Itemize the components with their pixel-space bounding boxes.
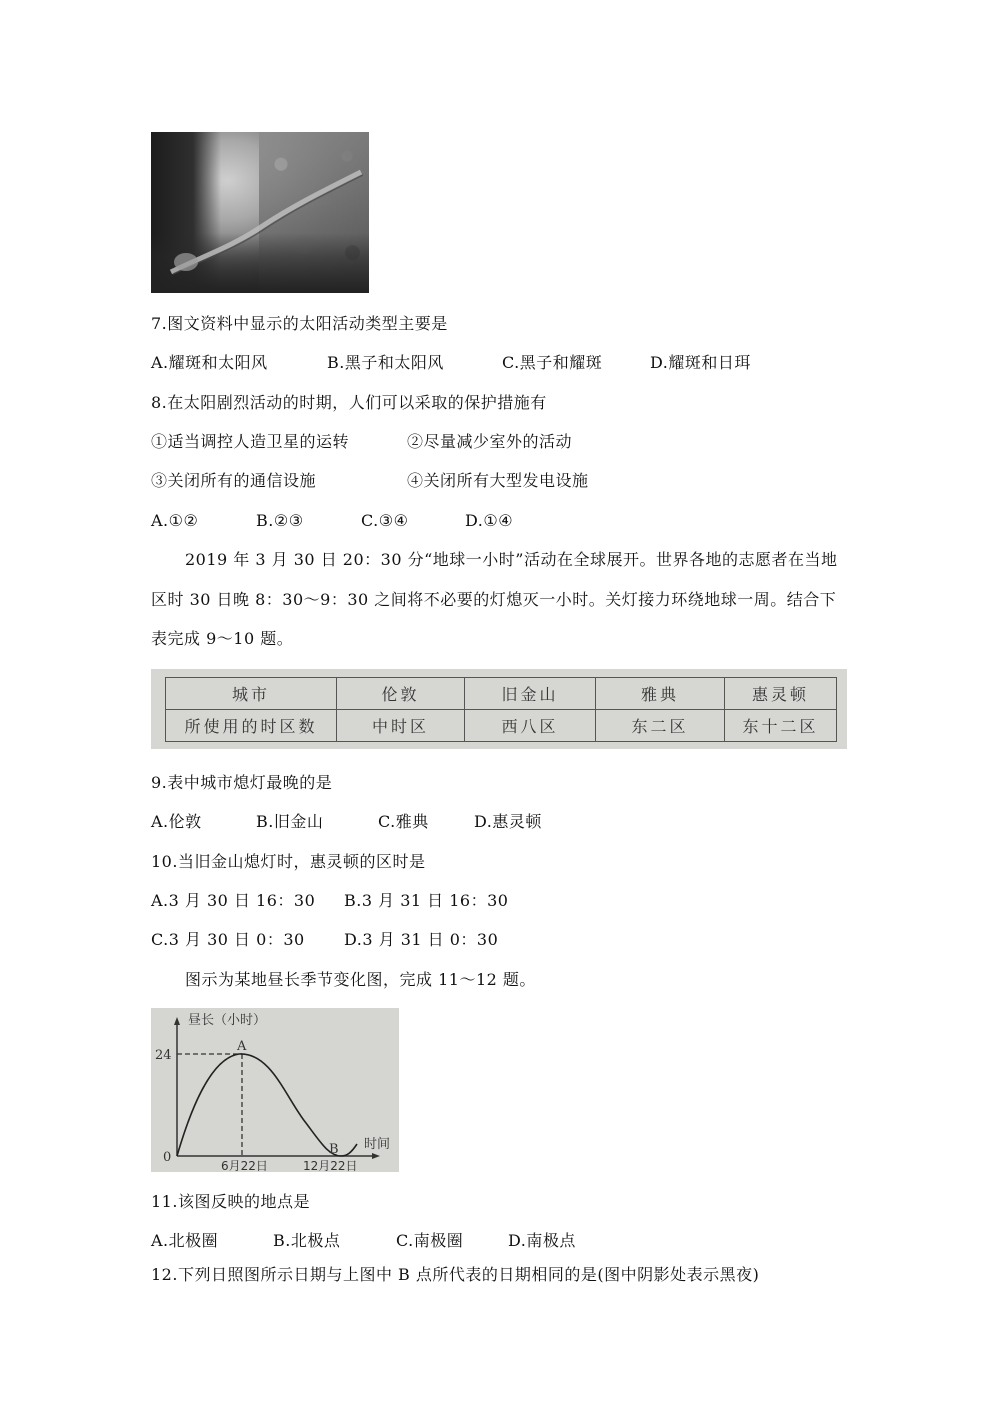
table-cell: 中时区 bbox=[337, 710, 465, 742]
q8-stem: 8.在太阳剧烈活动的时期，人们可以采取的保护措施有 bbox=[151, 393, 547, 412]
q11-option-c: C.南极圈 bbox=[396, 1231, 464, 1250]
q10-option-a: A.3 月 30 日 16：30 bbox=[151, 891, 316, 910]
q9-option-b: B.旧金山 bbox=[256, 812, 324, 831]
q10-option-c: C.3 月 30 日 0：30 bbox=[151, 930, 305, 949]
table-header-row bbox=[166, 678, 837, 710]
q10-option-b: B.3 月 31 日 16：30 bbox=[344, 891, 509, 910]
q12-stem: 12.下列日照图所示日期与上图中 B 点所代表的日期相同的是(图中阴影处表示黑夜) bbox=[151, 1265, 760, 1284]
table-cell: 旧金山 bbox=[465, 678, 596, 710]
q8-option-d: D.①④ bbox=[465, 511, 514, 530]
y-tick-0: 0 bbox=[163, 1150, 172, 1165]
y-axis-arrow-icon bbox=[174, 1017, 180, 1025]
point-b-label: B bbox=[329, 1142, 339, 1157]
table-cell: 惠灵顿 bbox=[725, 678, 837, 710]
q11-option-b: B.北极点 bbox=[273, 1231, 341, 1250]
prominence-filament-icon bbox=[151, 132, 369, 293]
x-axis-label: 时间 bbox=[364, 1137, 391, 1152]
table-cell: 所使用的时区数 bbox=[166, 710, 337, 742]
y-tick-24: 24 bbox=[155, 1048, 172, 1063]
q9-option-c: C.雅典 bbox=[378, 812, 429, 831]
passage-9-10-line-3: 表完成 9～10 题。 bbox=[151, 629, 294, 648]
passage-9-10-line-2: 区时 30 日晚 8：30～9：30 之间将不必要的灯熄灭一小时。关灯接力环绕地球一周。结合下 bbox=[151, 590, 837, 609]
q8-item-2: ②尽量减少室外的活动 bbox=[407, 432, 573, 451]
timezone-table-image bbox=[151, 669, 847, 749]
q11-option-d: D.南极点 bbox=[508, 1231, 576, 1250]
table-cell: 城市 bbox=[166, 678, 337, 710]
solar-activity-photo bbox=[151, 132, 369, 293]
q8-option-b: B.②③ bbox=[256, 511, 304, 530]
q9-option-d: D.惠灵顿 bbox=[474, 812, 542, 831]
q11-option-a: A.北极圈 bbox=[151, 1231, 219, 1250]
timezone-table bbox=[165, 677, 837, 742]
point-a-label: A bbox=[237, 1039, 247, 1054]
table-cell: 东十二区 bbox=[725, 710, 837, 742]
day-length-chart-svg bbox=[151, 1008, 399, 1172]
y-axis-label: 昼长（小时） bbox=[188, 1013, 267, 1028]
q10-stem: 10.当旧金山熄灯时，惠灵顿的区时是 bbox=[151, 852, 426, 871]
q9-option-a: A.伦敦 bbox=[151, 812, 202, 831]
q8-item-4: ④关闭所有大型发电设施 bbox=[407, 471, 589, 490]
table-cell: 西八区 bbox=[465, 710, 596, 742]
q9-stem: 9.表中城市熄灯最晚的是 bbox=[151, 773, 333, 792]
q8-option-c: C.③④ bbox=[361, 511, 409, 530]
passage-9-10-line-1: 2019 年 3 月 30 日 20：30 分“地球一小时”活动在全球展开。世界各地的志愿者在当地 bbox=[185, 550, 838, 569]
q10-option-d: D.3 月 31 日 0：30 bbox=[344, 930, 499, 949]
q11-stem: 11.该图反映的地点是 bbox=[151, 1192, 310, 1211]
q7-option-b: B.黑子和太阳风 bbox=[327, 353, 444, 372]
q7-stem: 7.图文资料中显示的太阳活动类型主要是 bbox=[151, 314, 448, 333]
table-cell: 东二区 bbox=[596, 710, 725, 742]
x-axis-arrow-icon bbox=[372, 1153, 380, 1159]
q8-item-3: ③关闭所有的通信设施 bbox=[151, 471, 317, 490]
table-row bbox=[166, 710, 837, 742]
q7-option-c: C.黑子和耀斑 bbox=[502, 353, 603, 372]
x-tick-dec22: 12月22日 bbox=[303, 1159, 358, 1172]
passage-11-12: 图示为某地昼长季节变化图，完成 11～12 题。 bbox=[185, 970, 536, 989]
q7-option-a: A.耀斑和太阳风 bbox=[151, 353, 268, 372]
q7-option-d: D.耀斑和日珥 bbox=[650, 353, 751, 372]
table-cell: 雅典 bbox=[596, 678, 725, 710]
q8-item-1: ①适当调控人造卫星的运转 bbox=[151, 432, 350, 451]
day-length-chart bbox=[151, 1008, 399, 1172]
q8-option-a: A.①② bbox=[151, 511, 199, 530]
x-tick-jun22: 6月22日 bbox=[221, 1159, 268, 1172]
table-cell: 伦敦 bbox=[337, 678, 465, 710]
